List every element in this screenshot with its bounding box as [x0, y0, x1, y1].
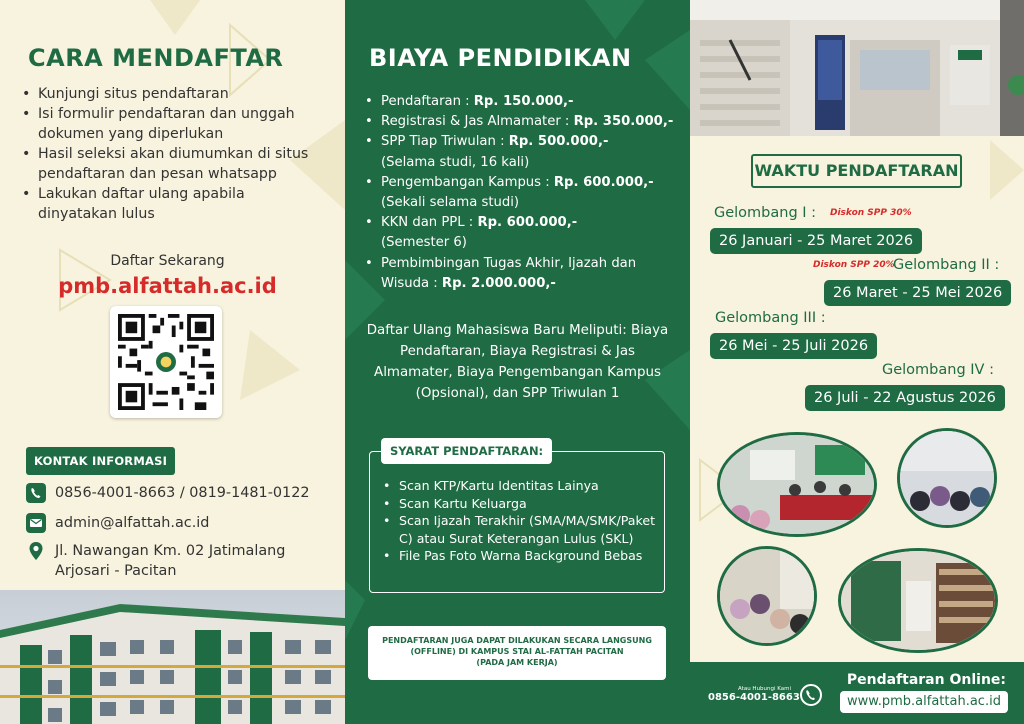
- gelombang-3-label: Gelombang III :: [715, 310, 826, 326]
- phone-contact[interactable]: [26, 483, 310, 503]
- right-panel: [690, 0, 1024, 724]
- campus-building-photo: [0, 590, 345, 724]
- gelombang-2-label: Gelombang II :: [893, 257, 1000, 273]
- qr-code-icon: [118, 314, 214, 410]
- email-text: admin@alfattah.ac.id: [55, 515, 210, 531]
- waktu-pendaftaran-title: WAKTU PENDAFTARAN: [751, 154, 962, 188]
- registration-url-link[interactable]: pmb.alfattah.ac.id: [58, 274, 277, 298]
- daftar-ulang-text: Daftar Ulang Mahasiswa Baru Meliputi: Biaya Pendaftaran, Biaya Registrasi & Jas Almamater, Biaya Pengembangan Kampus (Opsional), dan SPP Triwulan 1: [366, 323, 669, 401]
- middle-panel: [345, 0, 690, 724]
- list-item: • Scan Kartu Keluarga: [383, 495, 665, 513]
- event-photo-3: [717, 546, 817, 646]
- daftar-sekarang-label: Daftar Sekarang: [110, 253, 225, 269]
- online-registration-link[interactable]: www.pmb.alfattah.ac.id: [840, 691, 1008, 713]
- registration-steps-list: [22, 84, 327, 224]
- left-panel: [0, 0, 345, 724]
- list-item: • File Pas Foto Warna Background Bebas: [383, 547, 665, 565]
- list-item: • Scan KTP/Kartu Identitas Lainya: [383, 477, 665, 495]
- gelombang-3-dates: 26 Mei - 25 Juli 2026: [710, 333, 877, 359]
- hubungi-phone-link[interactable]: 0856-4001-8663: [708, 692, 800, 703]
- list-item: • Pendaftaran : Rp. 150.000,-: [365, 92, 685, 112]
- event-photo-1: [717, 432, 877, 537]
- hubungi-label: Atau Hubungi Kami: [738, 686, 792, 692]
- phone-text: 0856-4001-8663 / 0819-1481-0122: [55, 485, 310, 501]
- gelombang-2-discount: Diskon SPP 20%: [813, 260, 895, 270]
- list-item: • Registrasi & Jas Almamater : Rp. 350.000,-: [365, 112, 685, 132]
- mail-icon: [26, 513, 46, 533]
- cara-mendaftar-title: CARA MENDAFTAR: [28, 44, 284, 72]
- syarat-pendaftaran-badge: SYARAT PENDAFTARAN:: [381, 438, 552, 464]
- gelombang-1-discount: Diskon SPP 30%: [830, 208, 912, 218]
- list-item: • Lakukan daftar ulang apabila dinyatakan lulus: [22, 184, 327, 224]
- gelombang-1-dates: 26 Januari - 25 Maret 2026: [710, 228, 922, 254]
- address-contact: [26, 541, 326, 581]
- pendaftaran-online-label: Pendaftaran Online:: [846, 672, 1006, 688]
- offline-registration-note: [368, 626, 666, 680]
- offline-line: PENDAFTARAN JUGA DAPAT DILAKUKAN SECARA LANGSUNG: [382, 636, 652, 645]
- list-item: • Kunjungi situs pendaftaran: [22, 84, 327, 104]
- gelombang-4-label: Gelombang IV :: [882, 362, 994, 378]
- email-contact[interactable]: [26, 513, 209, 533]
- offline-line: (OFFLINE) DI KAMPUS STAI AL-FATTAH PACITAN: [410, 647, 624, 656]
- list-item: • Scan Ijazah Terakhir (SMA/MA/SMK/Paket C) atau Surat Keterangan Lulus (SKL): [383, 512, 665, 547]
- biaya-pendidikan-title: BIAYA PENDIDIKAN: [369, 44, 632, 72]
- fee-list: [365, 92, 685, 294]
- list-item: • Isi formulir pendaftaran dan unggah dokumen yang diperlukan: [22, 104, 327, 144]
- list-item: • Hasil seleksi akan diumumkan di situs pendaftaran dan pesan whatsapp: [22, 144, 327, 184]
- requirements-list: [383, 477, 665, 565]
- kontak-informasi-badge: KONTAK INFORMASI: [26, 447, 175, 475]
- list-item: • KKN dan PPL : Rp. 600.000,- (Semester 6): [365, 213, 685, 253]
- phone-icon: [26, 483, 46, 503]
- phone-icon: [800, 684, 822, 706]
- address-text: Jl. Nawangan Km. 02 Jatimalang Arjosari - Pacitan: [55, 543, 286, 579]
- gelombang-1-label: Gelombang I :: [714, 205, 817, 221]
- event-photo-2: [897, 428, 997, 528]
- list-item: • SPP Tiap Triwulan : Rp. 500.000,- (Selama studi, 16 kali): [365, 132, 685, 172]
- event-photo-4: [838, 548, 998, 653]
- list-item: • Pembimbingan Tugas Akhir, Ijazah dan Wisuda : Rp. 2.000.000,-: [365, 254, 685, 294]
- campus-interior-photo: [690, 0, 1024, 136]
- gelombang-4-dates: 26 Juli - 22 Agustus 2026: [805, 385, 1005, 411]
- gelombang-2-dates: 26 Maret - 25 Mei 2026: [824, 280, 1011, 306]
- location-pin-icon: [26, 541, 46, 561]
- qr-code[interactable]: [110, 306, 222, 418]
- offline-line: (PADA JAM KERJA): [476, 658, 558, 667]
- list-item: • Pengembangan Kampus : Rp. 600.000,- (Sekali selama studi): [365, 173, 685, 213]
